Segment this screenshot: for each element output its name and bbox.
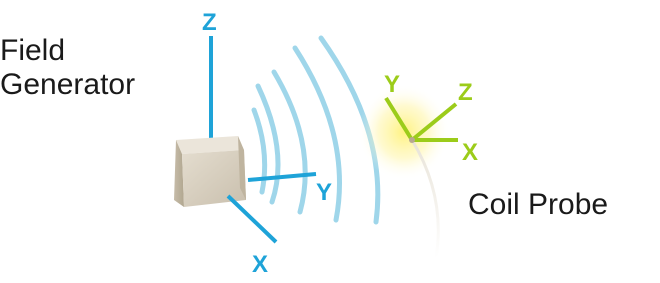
field-generator-cube [174,136,246,207]
probe-z-label: Z [458,79,473,106]
generator-x-axis [228,196,276,242]
probe-tip [409,137,415,143]
generator-z-label: Z [202,9,217,36]
probe-glow [358,84,450,180]
coil-probe-label: Coil Probe [468,188,609,221]
generator-x-label: X [252,251,269,278]
generator-y-label: Y [316,179,333,206]
field-generator-label-line2: Generator [0,68,136,101]
probe-y-label: Y [384,71,401,98]
field-generator-label [0,34,135,102]
probe-x-label: X [462,139,479,166]
field-generator-label-line1: Field [0,34,66,67]
